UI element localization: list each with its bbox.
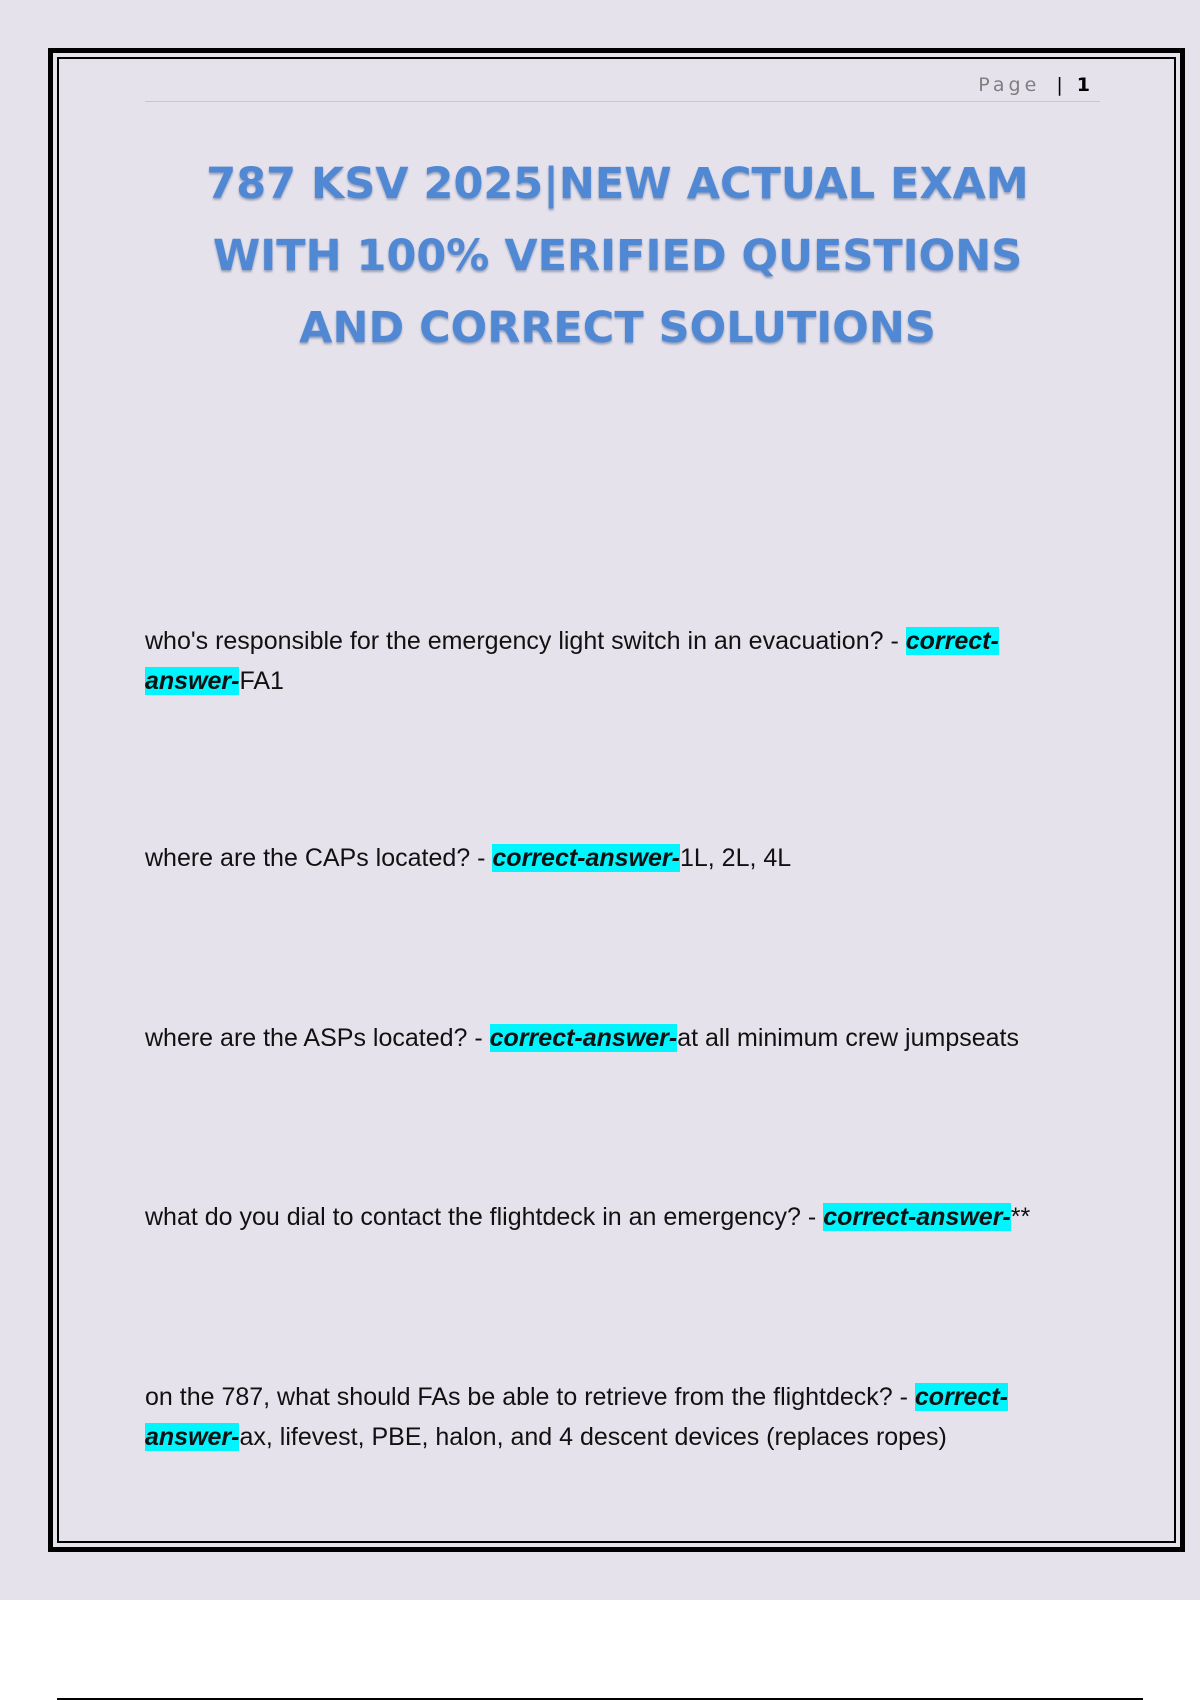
qa-item [145, 621, 1080, 701]
qa-item [145, 1197, 1080, 1237]
page-separator: | [1056, 74, 1067, 96]
answer-text: FA1 [239, 667, 284, 695]
answer-marker: correct-answer- [492, 844, 680, 872]
page-number: 1 [1076, 74, 1090, 96]
qa-item [145, 1018, 1080, 1058]
question-text: where are the ASPs located? - [145, 1024, 490, 1052]
answer-marker: correct-answer- [145, 1383, 1008, 1451]
answer-text: ** [1010, 1203, 1031, 1231]
title-line-1: 787 KSV 2025|NEW ACTUAL EXAM [206, 159, 1029, 209]
question-text: who's responsible for the emergency light switch in an evacuation? - [145, 627, 906, 655]
answer-text: 1L, 2L, 4L [679, 844, 792, 872]
header-divider [145, 101, 1100, 102]
question-text: what do you dial to contact the flightdeck in an emergency? - [145, 1203, 824, 1231]
question-text: on the 787, what should FAs be able to retrieve from the flightdeck? - [145, 1383, 915, 1411]
answer-text: at all minimum crew jumpseats [677, 1024, 1019, 1052]
answer-marker: correct-answer- [489, 1024, 678, 1052]
answer-marker: correct-answer- [145, 627, 999, 695]
qa-item [145, 838, 1080, 878]
document-title [140, 148, 1095, 364]
page-number-header [978, 74, 1090, 96]
title-line-3: AND CORRECT SOLUTIONS [299, 303, 936, 353]
answer-marker: correct-answer- [823, 1203, 1011, 1231]
question-text: where are the CAPs located? - [145, 844, 493, 872]
answer-text: ax, lifevest, PBE, halon, and 4 descent devices (replaces ropes) [239, 1423, 947, 1451]
title-line-2: WITH 100% VERIFIED QUESTIONS [212, 231, 1023, 281]
qa-item [145, 1377, 1080, 1457]
page-label: Page [978, 74, 1041, 96]
